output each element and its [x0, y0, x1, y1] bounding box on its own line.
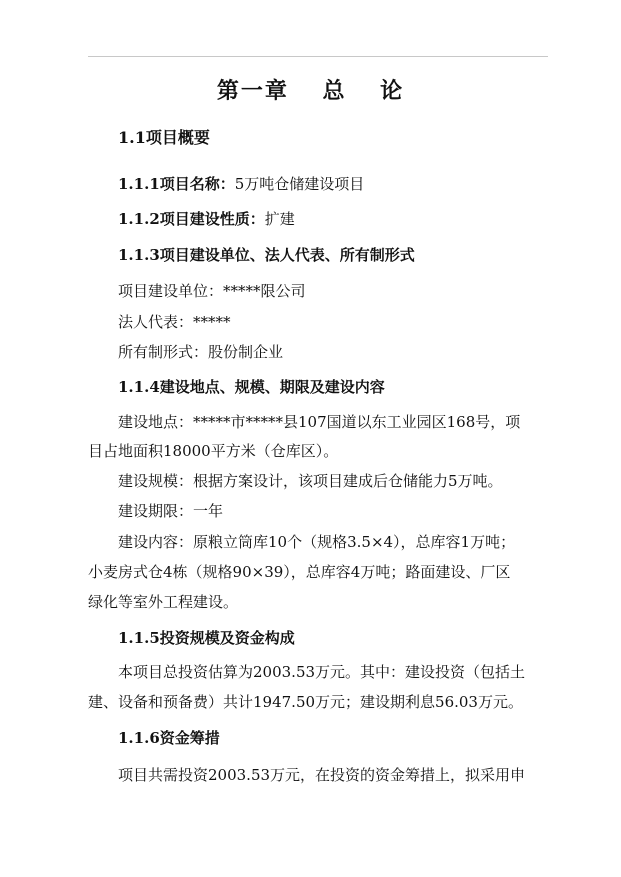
- section-heading-1-1-5: 1.1.5投资规模及资金构成: [118, 629, 295, 647]
- construction-scale: 建设规模：根据方案设计，该项目建成后仓储能力5万吨。: [118, 472, 503, 490]
- investment-line-2: 建、设备和预备费）共计1947.50万元；建设期利息56.03万元。: [88, 693, 523, 711]
- section-heading-1-1-3: 1.1.3项目建设单位、法人代表、所有制形式: [118, 246, 415, 264]
- funding-line-1: 项目共需投资2003.53万元，在投资的资金筹措上，拟采用申: [118, 766, 526, 784]
- content-line-3: 绿化等室外工程建设。: [88, 593, 239, 611]
- section-heading-1-1: 1.1项目概要: [118, 128, 210, 147]
- project-nature-label: 1.1.2项目建设性质：: [118, 210, 265, 228]
- section-heading-1-1-6: 1.1.6资金筹措: [118, 729, 220, 747]
- construction-unit: 项目建设单位：*****限公司: [118, 282, 306, 300]
- construction-period: 建设期限：一年: [118, 502, 224, 520]
- project-name-label: 1.1.1项目名称：: [118, 175, 235, 193]
- location-line-1: 建设地点：*****市*****县107国道以东工业园区168号，项: [118, 413, 521, 431]
- project-nature-line: [118, 209, 295, 229]
- ownership-form: 所有制形式：股份制企业: [118, 343, 284, 361]
- project-nature-value: 扩建: [264, 210, 295, 228]
- section-heading-1-1-4: 1.1.4建设地点、规模、期限及建设内容: [118, 378, 385, 396]
- investment-line-1: 本项目总投资估算为2003.53万元。其中：建设投资（包括土: [118, 663, 526, 681]
- legal-representative: 法人代表：*****: [118, 313, 231, 331]
- header-rule: [88, 56, 548, 57]
- chapter-title: 第一章 总 论: [216, 78, 405, 104]
- content-line-1: 建设内容：原粮立筒库10个（规格3.5×4），总库容1万吨；: [118, 533, 516, 551]
- location-line-2: 目占地面积18000平方米（仓库区）。: [88, 442, 339, 460]
- content-line-2: 小麦房式仓4栋（规格90×39），总库容4万吨；路面建设、厂区: [88, 563, 511, 581]
- project-name-value: 5万吨仓储建设项目: [234, 175, 365, 193]
- project-name-line: [118, 174, 364, 194]
